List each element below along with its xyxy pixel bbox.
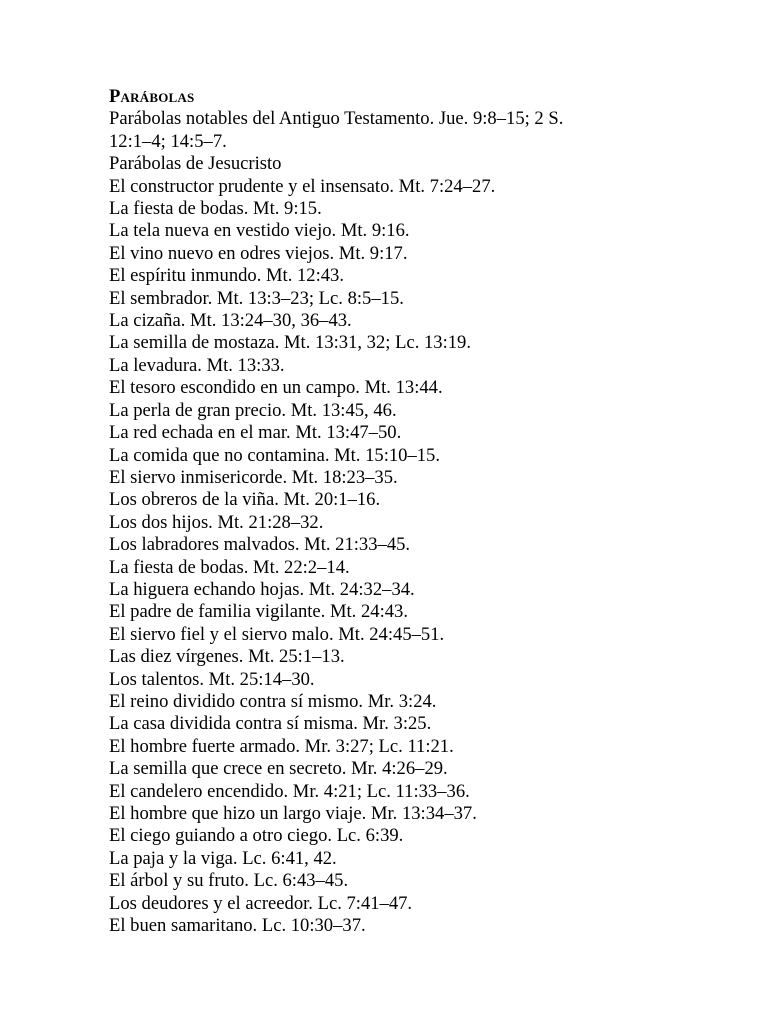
- list-item: La casa dividida contra sí misma. Mr. 3:25.: [109, 713, 432, 735]
- list-item: La levadura. Mt. 13:33.: [109, 354, 285, 376]
- list-item: La fiesta de bodas. Mt. 9:15.: [109, 198, 322, 220]
- parable-list: [109, 176, 669, 938]
- list-item: Los talentos. Mt. 25:14–30.: [109, 668, 315, 690]
- list-item: El siervo fiel y el siervo malo. Mt. 24:45–51.: [109, 623, 445, 645]
- list-item: Los obreros de la viña. Mt. 20:1–16.: [109, 489, 381, 511]
- list-item: La fiesta de bodas. Mt. 22:2–14.: [109, 556, 350, 578]
- list-item: La cizaña. Mt. 13:24–30, 36–43.: [109, 310, 352, 332]
- list-item: El vino nuevo en odres viejos. Mt. 9:17.: [109, 242, 408, 264]
- list-item: La perla de gran precio. Mt. 13:45, 46.: [109, 399, 397, 421]
- list-item: El candelero encendido. Mr. 4:21; Lc. 11:33–36.: [109, 780, 470, 802]
- list-item: El espíritu inmundo. Mt. 12:43.: [109, 265, 345, 287]
- list-item: Los deudores y el acreedor. Lc. 7:41–47.: [109, 892, 413, 914]
- list-item: La higuera echando hojas. Mt. 24:32–34.: [109, 578, 415, 600]
- list-item: El tesoro escondido en un campo. Mt. 13:44.: [109, 377, 443, 399]
- list-item: La semilla que crece en secreto. Mr. 4:26–29.: [109, 758, 448, 780]
- list-item: El padre de familia vigilante. Mt. 24:43.: [109, 601, 408, 623]
- list-item: Los dos hijos. Mt. 21:28–32.: [109, 511, 324, 533]
- list-item: El árbol y su fruto. Lc. 6:43–45.: [109, 870, 349, 892]
- list-item: El siervo inmisericorde. Mt. 18:23–35.: [109, 466, 398, 488]
- list-item: La tela nueva en vestido viejo. Mt. 9:16.: [109, 220, 410, 242]
- section-heading: Parábolas: [109, 86, 195, 107]
- list-item: La red echada en el mar. Mt. 13:47–50.: [109, 422, 402, 444]
- list-item: El hombre que hizo un largo viaje. Mr. 13:34–37.: [109, 803, 477, 824]
- list-item: El constructor prudente y el insensato. Mt. 7:24–27.: [109, 175, 496, 197]
- intro-line-2: 12:1–4; 14:5–7.: [109, 130, 227, 152]
- list-item: Los labradores malvados. Mt. 21:33–45.: [109, 534, 411, 556]
- intro-line-1: Parábolas notables del Antiguo Testamento. Jue. 9:8–15; 2 S.: [109, 108, 564, 130]
- document-content: [109, 86, 669, 937]
- list-item: El reino dividido contra sí mismo. Mr. 3:24.: [109, 690, 437, 712]
- list-item: El buen samaritano. Lc. 10:30–37.: [109, 915, 366, 937]
- list-item: El hombre fuerte armado. Mr. 3:27; Lc. 11:21.: [109, 735, 454, 757]
- list-item: La comida que no contamina. Mt. 15:10–15.: [109, 444, 441, 466]
- list-item: El sembrador. Mt. 13:3–23; Lc. 8:5–15.: [109, 287, 404, 309]
- subheading: Parábolas de Jesucristo: [109, 153, 282, 175]
- list-item: Las diez vírgenes. Mt. 25:1–13.: [109, 646, 345, 668]
- list-item: El ciego guiando a otro ciego. Lc. 6:39.: [109, 825, 404, 847]
- list-item: La paja y la viga. Lc. 6:41, 42.: [109, 847, 337, 869]
- list-item: La semilla de mostaza. Mt. 13:31, 32; Lc. 13:19.: [109, 332, 471, 354]
